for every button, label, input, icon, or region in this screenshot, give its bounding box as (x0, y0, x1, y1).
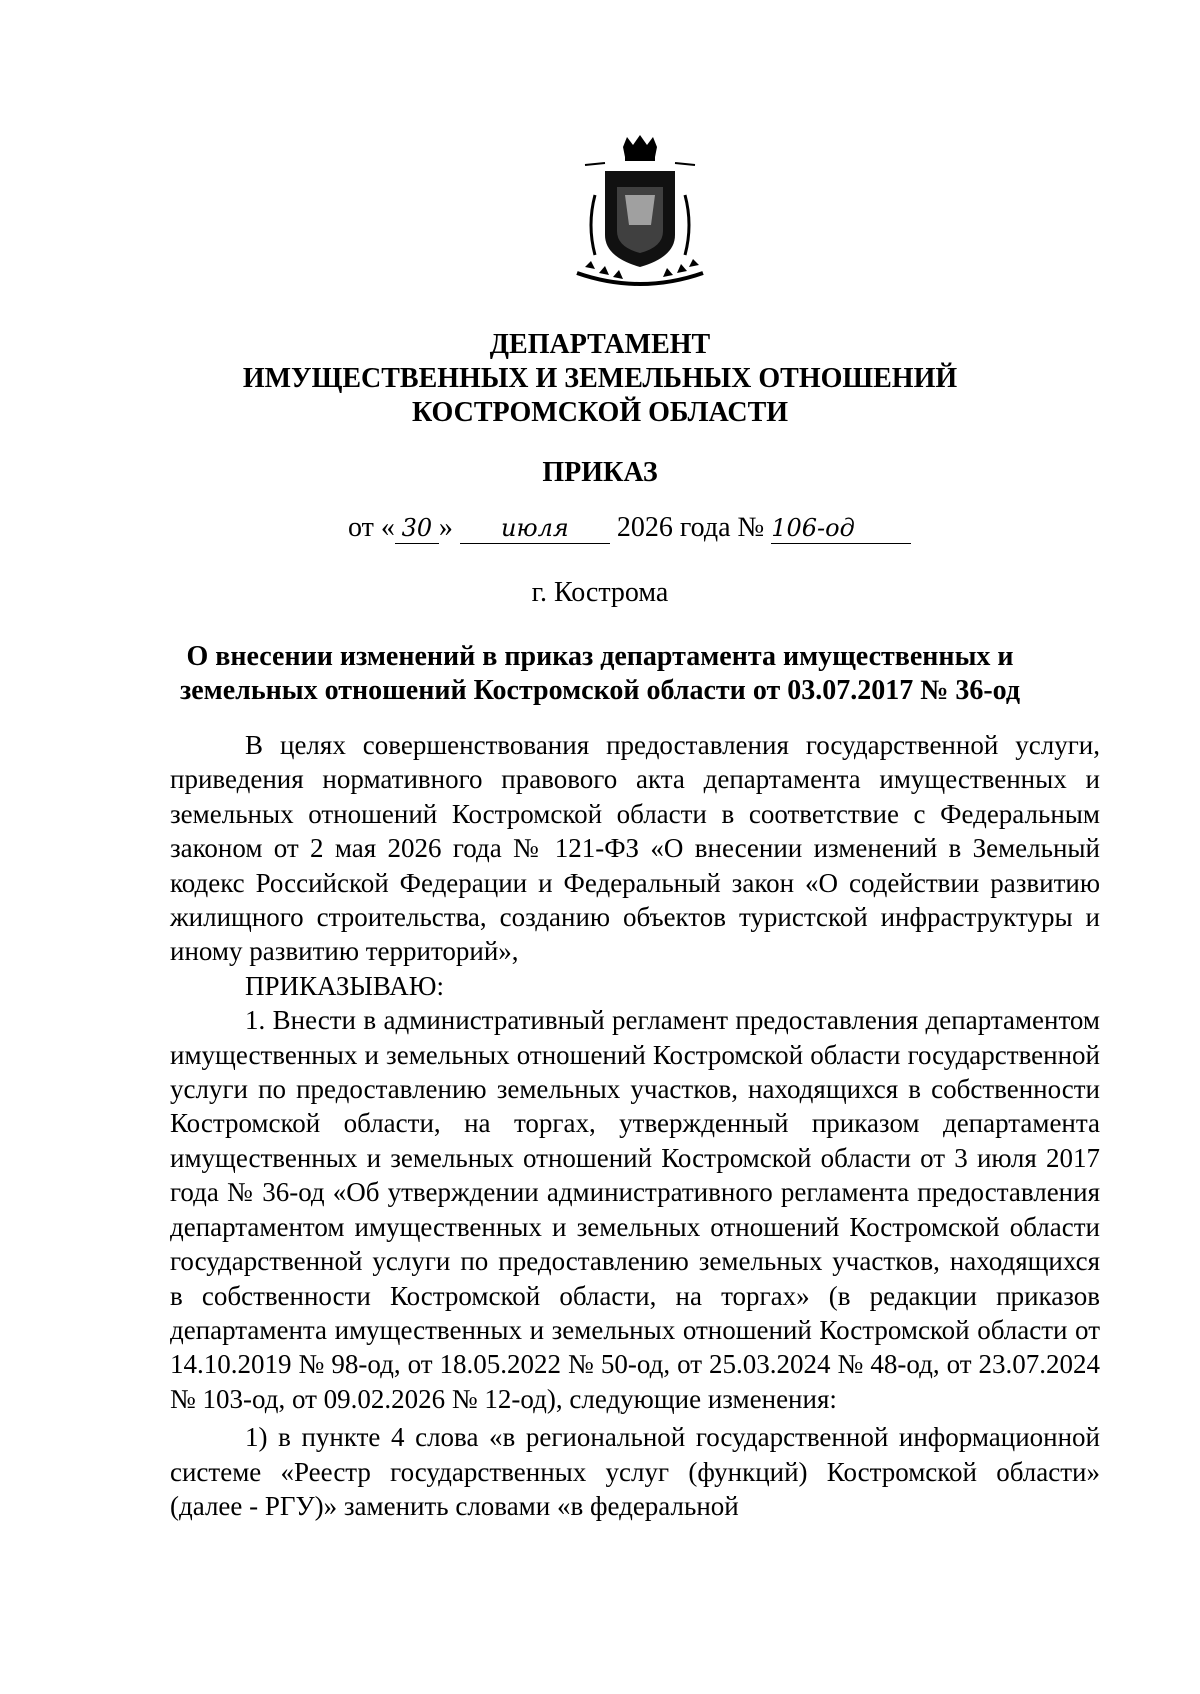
header-line-1: ДЕПАРТАМЕНТ (489, 329, 711, 360)
department-header (0, 328, 1200, 430)
handwritten-month: июля (460, 513, 610, 544)
city: г. Кострома (531, 577, 669, 608)
date-year: 2026 года (616, 512, 731, 543)
header-line-2: ИМУЩЕСТВЕННЫХ И ЗЕМЕЛЬНЫХ ОТНОШЕНИЙ (242, 363, 958, 394)
subitem-1-paragraph: 1) в пункте 4 слова «в региональной государственной информационной системе «Реестр государственных услуг (функций) Костромской области» (далее - РГУ)» заменить словами «в федеральной (170, 1422, 1100, 1521)
subject-line-2: земельных отношений Костромской области от 03.07.2017 № 36-од (179, 675, 1021, 706)
coat-of-arms-icon (565, 135, 715, 295)
order-word: ПРИКАЗЫВАЮ: (245, 970, 444, 1001)
date-mid: » (438, 512, 453, 543)
preamble-paragraph: В целях совершенствования предоставления государственной услуги, приведения нормативного правового акта департамента имущественных и земельных отношений Костромской области в соответствие с Федеральным законом от 2 мая 2026 года № 121-ФЗ «О внесении изменений в Земельный кодекс Российской Федерации и Федеральный закон «О содействии развитию жилищного строительства, созданию объектов туристской инфраструктуры и иному развитию территорий», (170, 730, 1100, 967)
subject-line-1: О внесении изменений в приказ департамента имущественных и (186, 641, 1014, 672)
handwritten-number: 106-од (771, 513, 911, 544)
order-title: ПРИКАЗ (542, 457, 658, 488)
date-line (348, 512, 911, 544)
order-body (170, 728, 1100, 1523)
header-line-3: КОСТРОМСКОЙ ОБЛАСТИ (411, 397, 789, 428)
item-1-paragraph: 1. Внести в административный регламент предоставления департаментом имущественных и земельных отношений Костромской области государственной услуги по предоставлению земельных участков, находящихся в собственности Костромской области, на торгах, утвержденный приказом департамента имущественных и земельных отношений Костромской области от 3 июля 2017 года № 36-од «Об утверждении административного регламента предоставления департаментом имущественных и земельных отношений Костромской области государственной услуги по предоставлению земельных участков, находящихся в собственности Костромской области, на торгах» (в редакции приказов департамента имущественных и земельных отношений Костромской области от 14.10.2019 № 98-од, от 18.05.2022 № 50-од, от 25.03.2024 № 48-од, от 23.07.2024 № 103-од, от 09.02.2026 № 12-од), следующие изменения: (170, 1005, 1100, 1414)
number-label: № (737, 512, 765, 543)
date-prefix: от « (348, 512, 395, 543)
handwritten-day: 30 (395, 513, 439, 544)
order-subject (0, 640, 1200, 708)
